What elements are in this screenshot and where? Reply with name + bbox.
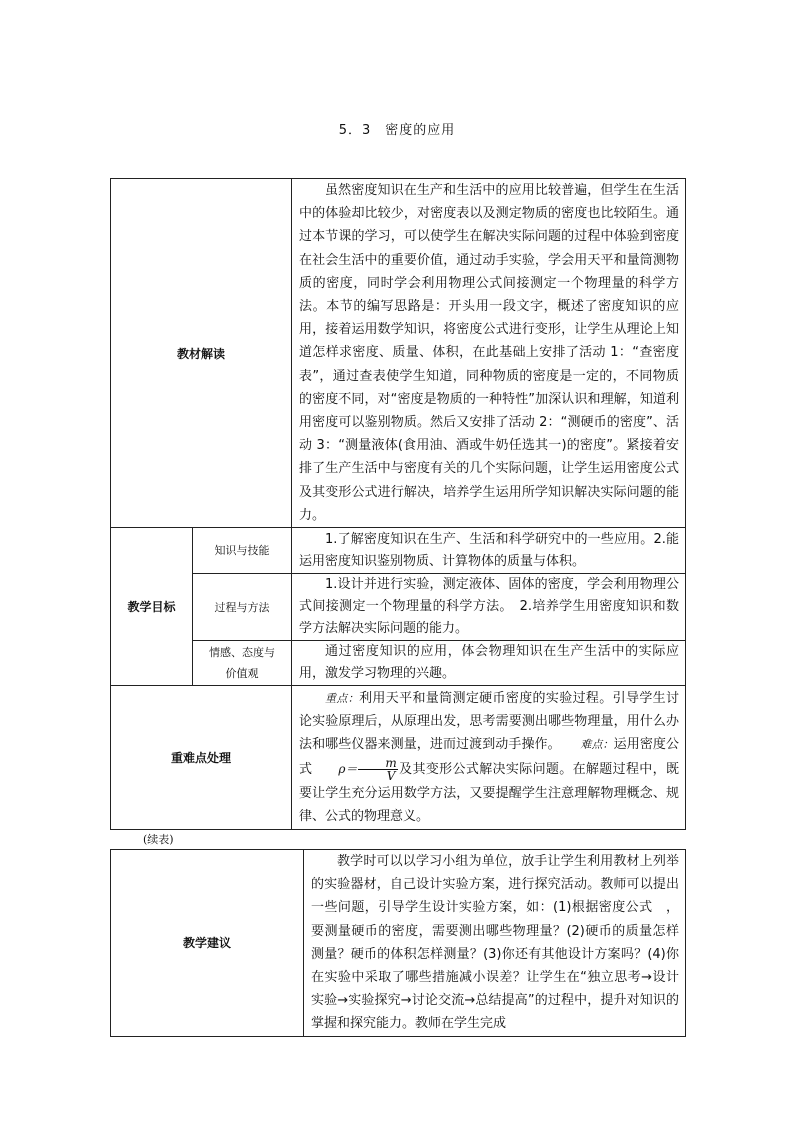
content-zhishi: 1.了解密度知识在生产、生活和科学研究中的一些应用。2.能运用密度知识鉴别物质、计算物体的质量与体积。 xyxy=(292,528,686,574)
text-zhongdian: 利用天平和量筒测定硬币密度的实验过程。引导学生讨论实验原理后，从原理出发，思考需要测出哪些物理量，用什么办法和哪些仪器来测量，进而过渡到动手操作。 xyxy=(299,691,680,753)
table-row-jianyi xyxy=(111,850,686,1037)
sublabel-qinggan xyxy=(193,641,292,686)
formula-fraction xyxy=(358,757,397,782)
table-row-guocheng xyxy=(111,574,686,641)
lesson-plan-table-continued xyxy=(110,849,686,1037)
formula-denominator: V xyxy=(386,768,396,783)
table-row-zhishi xyxy=(111,528,686,574)
density-formula xyxy=(312,757,398,782)
label-jiaocai: 教材解读 xyxy=(111,179,292,528)
table-row-jiaocai xyxy=(111,179,686,528)
formula-lhs: ρ＝ xyxy=(338,761,358,776)
sublabel-guocheng: 过程与方法 xyxy=(193,574,292,641)
tag-nandian: 难点： xyxy=(580,738,614,752)
label-zhongnan: 重难点处理 xyxy=(111,686,292,830)
formula-numerator: m xyxy=(358,757,397,770)
content-guocheng: 1.设计并进行实验，测定液体、固体的密度，学会利用物理公式间接测定一个物理量的科学方法。 2.培养学生用密度知识和数学方法解决实际问题的能力。 xyxy=(292,574,686,641)
text-nandian-pre: 运用密度公式 xyxy=(299,737,679,777)
sublabel-zhishi: 知识与技能 xyxy=(193,528,292,574)
content-qinggan: 通过密度知识的应用，体会物理知识在生产生活中的实际应用，激发学习物理的兴趣。 xyxy=(292,641,686,686)
content-zhongnan xyxy=(292,686,686,830)
label-jianyi: 教学建议 xyxy=(111,850,304,1037)
text-nandian-post: 及其变形公式解决实际问题。在解题过程中，既要让学生充分运用数学方法，又要提醒学生注意理解物理概念、规律、公式的物理意义。 xyxy=(299,761,680,824)
sublabel-qinggan-line2: 价值观 xyxy=(225,667,259,681)
sublabel-qinggan-line1: 情感、态度与 xyxy=(209,646,275,660)
label-mubiao: 教学目标 xyxy=(111,528,193,686)
lesson-plan-table xyxy=(110,178,686,830)
continued-label: (续表) xyxy=(143,833,174,846)
content-jianyi: 教学时可以以学习小组为单位，放手让学生利用教材上列举的实验器材，自己设计实验方案，进行探究活动。教师可以提出一些问题，引导学生设计实验方案，如：(1)根据密度公式 ，要测量硬币的密度，需要测出哪些物理量？(2)硬币的质量怎样测量？硬币的体积怎样测量？(3)你还有其他设计方案吗？(4)你在实验中采取了哪些措施减小误差？让学生在“独立思考→设计实验→实验探究→讨论交流→总结提高”的过程中，提升对知识的掌握和探究能力。教师在学生完成 xyxy=(304,850,686,1037)
table-row-zhongnan xyxy=(111,686,686,830)
content-jiaocai: 虽然密度知识在生产和生活中的应用比较普遍，但学生在生活中的体验却比较少，对密度表以及测定物质的密度也比较陌生。通过本节课的学习，可以使学生在解决实际问题的过程中体验到密度在社会生活中的重要价值，通过动手实验，学会用天平和量筒测物质的密度，同时学会利用物理公式间接测定一个物理量的科学方法。本节的编写思路是：开头用一段文字，概述了密度知识的应用，接着运用数学知识，将密度公式进行变形，让学生从理论上知道怎样求密度、质量、体积，在此基础上安排了活动 1：“查密度表”，通过查表使学生知道，同种物质的密度是一定的，不同物质的密度不同，对“密度是物质的一种特性”加深认识和理解，知道利用密度可以鉴别物质。然后又安排了活动 2：“测硬币的密度”、活动 3：“测量液体(食用油、酒或牛奶任选其一)的密度”。紧接着安排了生产生活中与密度有关的几个实际问题，让学生运用密度公式及其变形公式进行解决，培养学生运用所学知识解决实际问题的能力。 xyxy=(292,179,686,528)
table-row-qinggan xyxy=(111,641,686,686)
tag-zhongdian: 重点： xyxy=(325,692,360,706)
page-title: 5．3 密度的应用 xyxy=(338,123,456,138)
